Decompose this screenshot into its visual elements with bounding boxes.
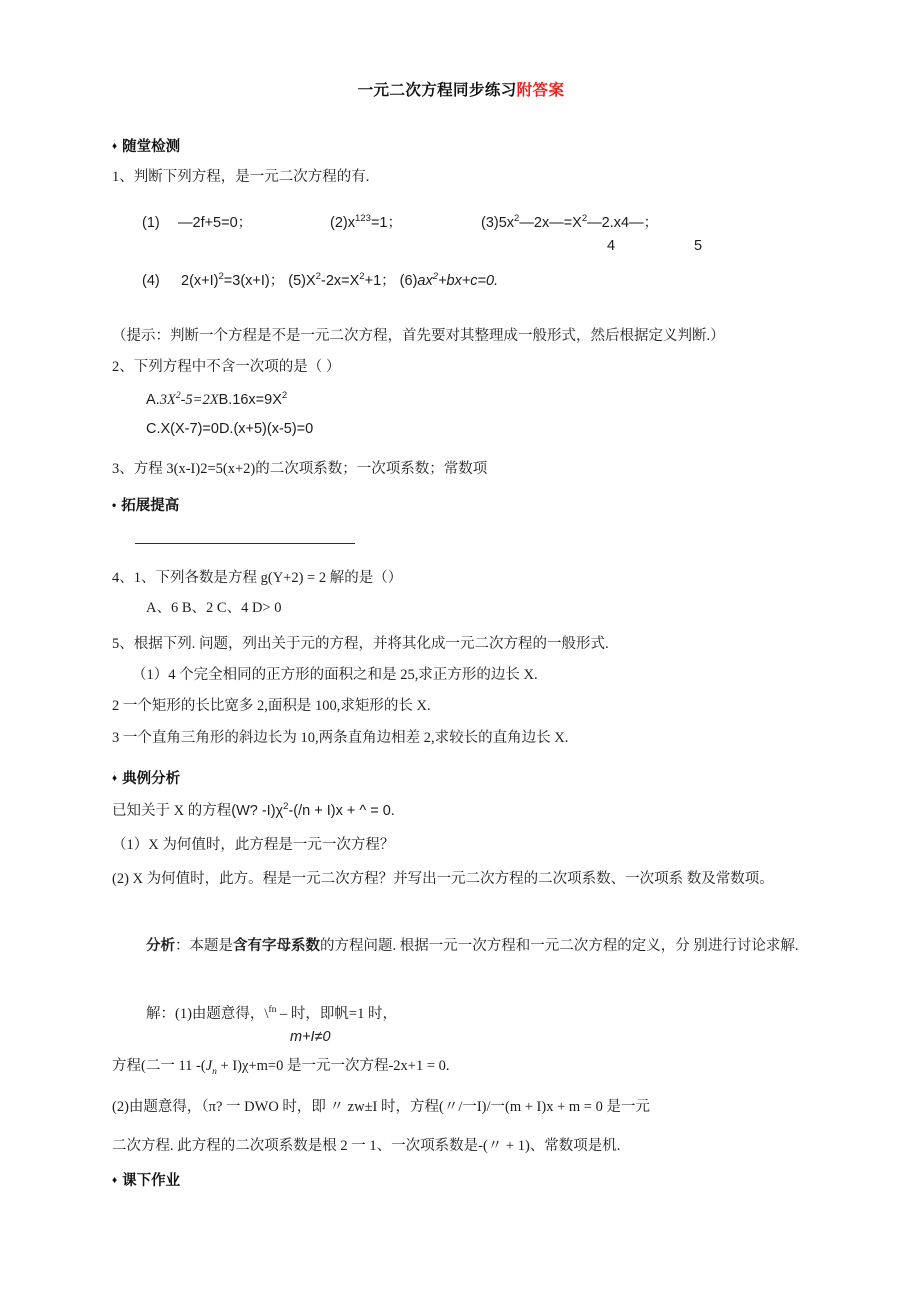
solution-line-3 [112,1096,650,1118]
analysis-explanation-tail: 的方程问题. 根据一元一次方程和一元二次方程的定义，分 别进行讨论求解. [320,938,799,954]
q1-item-6-exponent: 2 [432,271,439,283]
analysis-given-prefix: 已知关于 X 的方程 [112,803,232,819]
solution-line-1-sup: fn [268,1004,277,1016]
analysis-explanation-sep: ：本题是 [175,938,233,954]
analysis-sub-2 [112,866,812,893]
section-heading-homework-label: 课下作业 [122,1173,181,1189]
section-heading-homework [112,1172,180,1191]
q1-item-6-expr-a: ax [417,273,433,289]
q1-item-3-exponent-2: 2 [581,213,588,225]
analysis-explanation [112,933,846,960]
q2-option-d: D.(x+5)(x-5)=0 [218,421,314,437]
solution-line-2 [112,1055,450,1077]
question-3-stem-text: 3、方程 3(x-I)2=5(x+2)的二次项系数；一次项系数；常数项 [112,461,488,477]
q1-item-1-label [142,212,160,234]
q1-item-3-exponent-1: 2 [514,213,520,225]
q2-option-b-exponent: 2 [281,390,288,402]
solution-line-2-var: J [205,1058,213,1074]
question-1-hint [112,325,725,347]
q1-item-3-tail: —2.x4—； [587,215,659,231]
page-title [112,0,810,102]
q2-option-b-expr-pre: 16x=9X [232,392,282,408]
analysis-sub-2-text: (2) X 为何值时，此方。程是一元二次方程？并写出一元二次方程的二次项系数、一次项系 数及常数项。 [112,871,774,887]
analysis-given-equation-pre: (W? -I)χ [231,803,284,819]
solution-line-1 [112,1003,397,1025]
solution-line-3-text: (2)由题意得，（π? 一 DWO 时，即 〃 zw±I 时，方程(〃/一I)/一(m + I)x + m = 0 是一元 [112,1099,650,1115]
q1-item-4-number: (4) [142,273,160,289]
question-1-stem [112,166,369,188]
q1-item-2-expr [330,212,402,234]
question-2-stem-text: 2、下列方程中不含一次项的是（ ） [112,359,341,375]
section-heading-extend-label: 拓展提高 [121,498,180,514]
solution-line-4-text: 二次方程. 此方程的二次项系数是根 2 一 1、一次项系数是-(〃 + 1)、常数项是机. [112,1138,621,1154]
question-3-stem [112,458,487,480]
q1-items-456-expr [181,270,498,292]
analysis-sub-1-text: （1）X 为何值时，此方程是一元一次方程？ [112,837,395,853]
section-heading-quiz [112,138,180,157]
q1-item-2-exponent: 123 [354,213,371,225]
question-5-sub-1-text: （1）4 个完全相同的正方形的面积之和是 25,求正方形的边长 X. [132,667,538,683]
q2-option-a-expr-pre: 3X [159,392,176,408]
analysis-given-equation-tail: -(/n + I)x + ^ = 0. [288,803,395,819]
question-2-stem [112,356,340,378]
q1-item-3-mid: —2x—=X [519,215,582,231]
section-heading-extend [112,497,179,516]
q1-denominator-5-text: 5 [694,238,703,254]
analysis-explanation-keyword: 含有字母系数 [233,938,320,954]
analysis-explanation-label: 分析 [146,938,175,954]
section-heading-analysis-label: 典例分析 [122,771,181,787]
question-4-options [112,597,281,619]
q1-item-6-expr-b: +bx+c=0. [438,273,499,289]
analysis-given [112,800,395,822]
question-5-sub-2 [112,695,431,717]
page-title-suffix: 附答案 [516,82,565,99]
question-5-sub-2-text: 2 一个矩形的长比宽多 2,面积是 100,求矩形的长 X. [112,698,431,714]
q2-option-a-expr-mid: -5=2X [180,392,219,408]
solution-condition-text: m+I≠0 [290,1029,331,1045]
question-2-options-ab [112,389,287,411]
question-5-stem [112,633,609,655]
q2-option-c: C.X(X-7)=0 [146,421,219,437]
solution-line-2-tail: + I)χ+m=0 是一元一次方程-2x+1 = 0. [216,1058,450,1074]
question-4-stem-text: 4、1、下列各数是方程 g(Y+2) = 2 解的是（） [112,570,403,586]
q1-item-1-number: (1) [142,215,160,231]
q1-item-1-expr-text: —2f+5=0； [178,215,253,231]
q2-option-b-label: B. [218,392,233,408]
q1-item-3-expr [481,212,658,234]
solution-line-2-pre: 方程(二一 11 -( [112,1058,206,1074]
question-5-sub-3-text: 3 一个直角三角形的斜边长为 10,两条直角边相差 2,求较长的直角边长 X. [112,730,569,746]
q1-item-5-exponent-2: 2 [359,271,365,283]
q1-item-3-pre: (3)5x [481,215,515,231]
q1-item-4-pre: 2(x+I) [181,273,219,289]
horizontal-divider [135,543,355,544]
q2-option-a-label: A. [146,392,160,408]
q1-denominator-4-text: 4 [607,238,616,254]
q1-item-5-pre: =3(x+I)； (5)X [223,273,316,289]
q1-item-3-denominator-4 [607,235,615,257]
section-heading-quiz-label: 随堂检测 [122,139,181,155]
question-1-stem-text: 1、判断下列方程，是一元二次方程的有. [112,169,370,185]
solution-line-1-tail: – 时，即帆=1 时， [276,1006,397,1022]
question-5-stem-text: 5、根据下列. 问题，列出关于元的方程，并将其化成一元二次方程的一般形式. [112,636,609,652]
q1-item-5-mid: -2x=X [320,273,360,289]
question-4-options-text: A、6 B、2 C、4 D> 0 [146,600,282,616]
q1-item-2-tail: =1； [370,215,402,231]
q1-item-1-expr [178,212,252,234]
analysis-sub-1 [112,834,394,856]
solution-line-4 [112,1135,620,1157]
question-1-hint-text: （提示：判断一个方程是不是一元二次方程，首先要对其整理成一般形式，然后根据定义判断.） [112,328,725,344]
question-2-options-cd [112,418,313,440]
page-title-main: 一元二次方程同步练习 [357,82,517,99]
question-5-sub-1 [112,664,538,686]
q2-option-a-exponent: 2 [175,390,181,402]
question-5-sub-3 [112,727,568,749]
section-heading-analysis [112,770,180,789]
solution-line-2-var-sub: n [212,1065,217,1077]
q1-item-2-base: (2)x [330,215,355,231]
solution-condition [290,1026,331,1048]
q1-item-3-denominator-5 [694,235,702,257]
q1-item-4-label [142,270,160,292]
analysis-given-exponent: 2 [283,801,289,813]
q1-item-6-pre: +1； (6) [364,273,418,289]
q1-item-4-exponent: 2 [218,271,224,283]
q1-item-5-exponent-1: 2 [315,271,321,283]
solution-line-1-pre: 解：(1)由题意得，\ [146,1006,269,1022]
question-4-stem [112,567,402,589]
